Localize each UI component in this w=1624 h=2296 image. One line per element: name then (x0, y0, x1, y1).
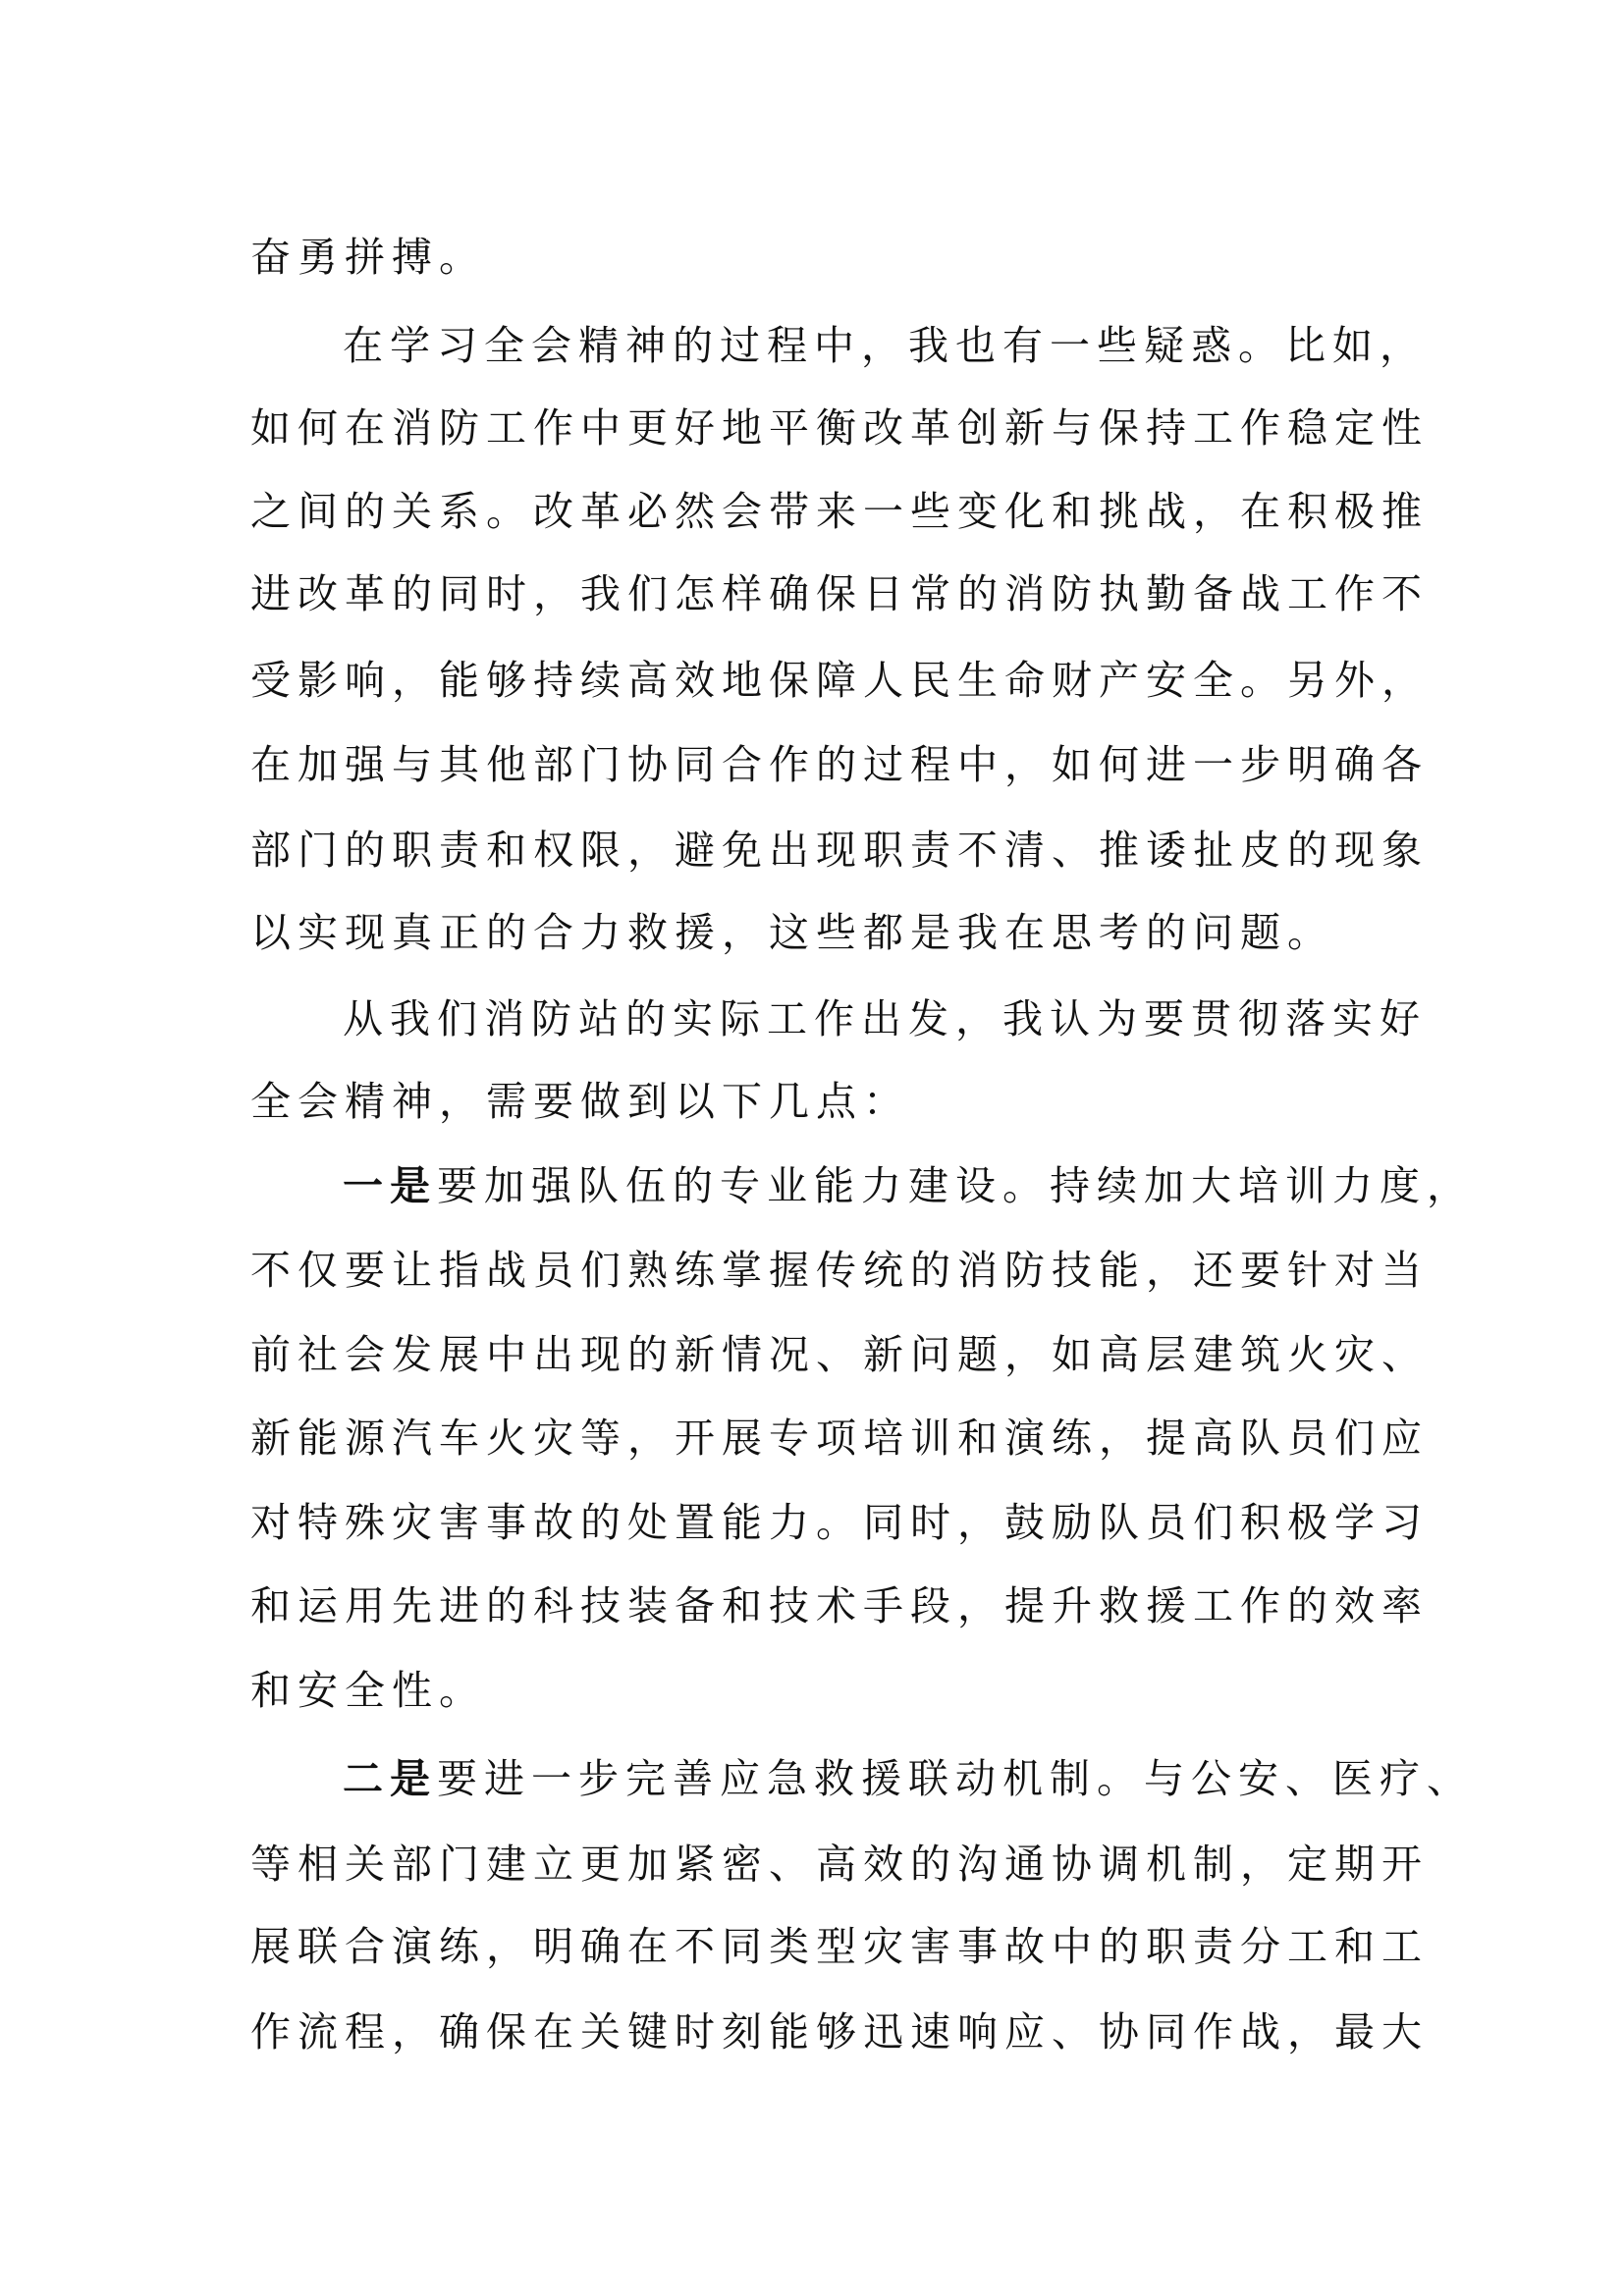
paragraph-line: 展联合演练，明确在不同类型灾害事故中的职责分工和工 (250, 1923, 1429, 1970)
paragraph-line: 不仅要让指战员们熟练掌握传统的消防技能，还要针对当 (250, 1247, 1429, 1294)
paragraph-line: 从我们消防站的实际工作出发，我认为要贯彻落实好 (343, 995, 1427, 1042)
paragraph-line: 部门的职责和权限，避免出现职责不清、推诿扯皮的现象 (250, 827, 1429, 874)
paragraph-line: 和安全性。 (250, 1667, 486, 1714)
paragraph-line (343, 1755, 1474, 1802)
paragraph-line: 等相关部门建立更加紧密、高效的沟通协调机制，定期开 (250, 1841, 1429, 1888)
paragraph-line: 如何在消防工作中更好地平衡改革创新与保持工作稳定性 (250, 404, 1429, 452)
paragraph-line: 和运用先进的科技装备和技术手段，提升救援工作的效率 (250, 1582, 1429, 1629)
paragraph-line: 新能源汽车火灾等，开展专项培训和演练，提高队员们应 (250, 1415, 1429, 1462)
paragraph-line: 之间的关系。改革必然会带来一些变化和挑战，在积极推 (250, 488, 1429, 535)
paragraph-line: 受影响，能够持续高效地保障人民生命财产安全。另外， (250, 657, 1429, 704)
paragraph-line: 在加强与其他部门协同合作的过程中，如何进一步明确各 (250, 741, 1429, 788)
point-two-lead: 二是 (343, 1755, 437, 1802)
paragraph-line: 前社会发展中出现的新情况、新问题，如高层建筑火灾、 (250, 1331, 1429, 1378)
paragraph-line: 全会精神，需要做到以下几点： (250, 1078, 910, 1125)
paragraph-line: 对特殊灾害事故的处置能力。同时，鼓励队员们积极学习 (250, 1499, 1429, 1546)
paragraph-line: 在学习全会精神的过程中，我也有一些疑惑。比如， (343, 322, 1427, 369)
point-two-text: 要进一步完善应急救援联动机制。与公安、医疗、 (437, 1755, 1474, 1802)
paragraph-line: 奋勇拼搏。 (250, 234, 486, 281)
point-one-lead: 一是 (343, 1162, 437, 1209)
paragraph-line: 作流程，确保在关键时刻能够迅速响应、协同作战，最大 (250, 2008, 1429, 2056)
paragraph-line: 以实现真正的合力救援，这些都是我在思考的问题。 (250, 909, 1334, 956)
paragraph-line: 进改革的同时，我们怎样确保日常的消防执勤备战工作不 (250, 570, 1429, 617)
paragraph-line (343, 1162, 1474, 1209)
point-one-text: 要加强队伍的专业能力建设。持续加大培训力度， (437, 1162, 1474, 1209)
